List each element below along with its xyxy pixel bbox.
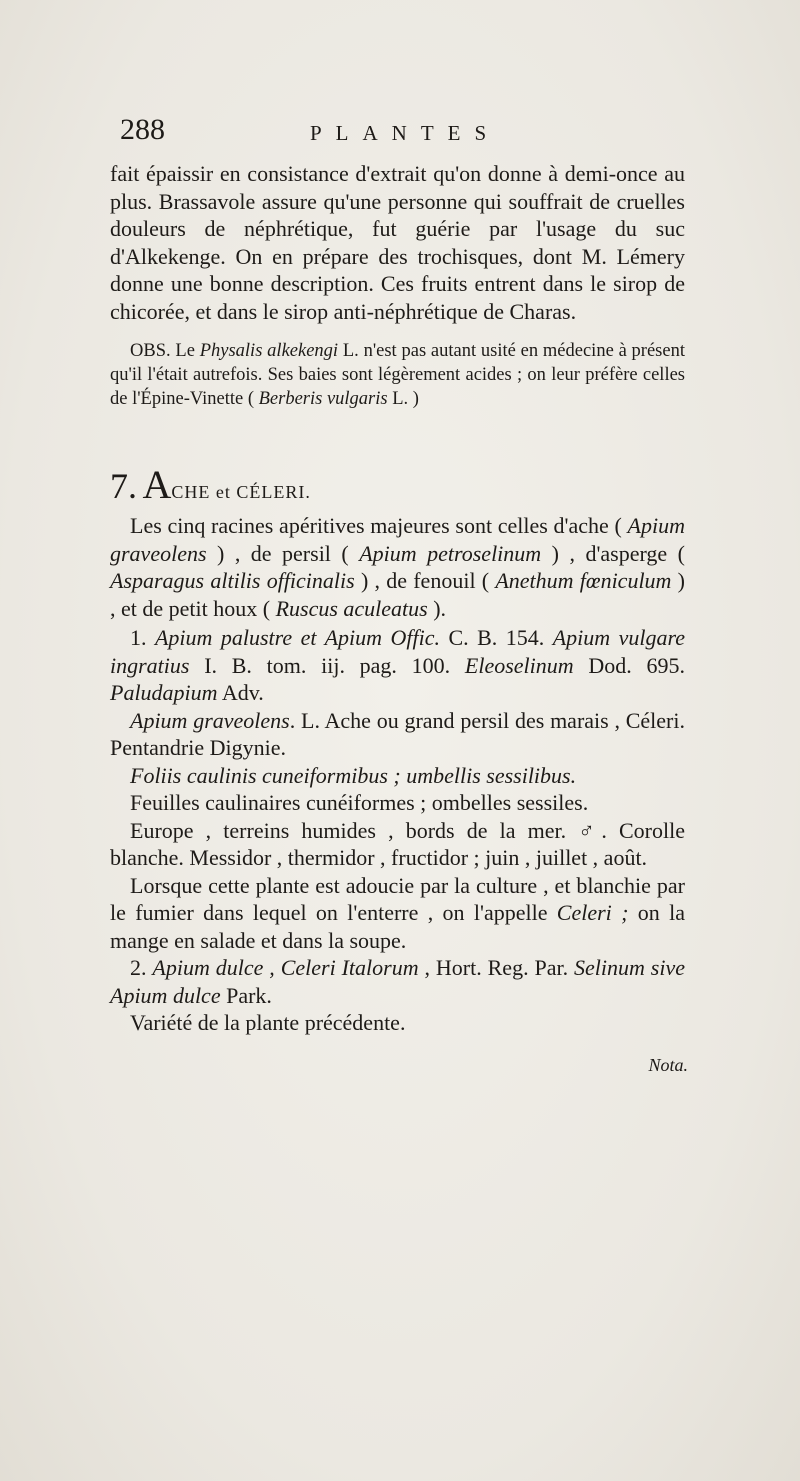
obs-berberis: Berberis vulgaris [258,389,388,409]
synonym-ref: Adv. [217,680,264,705]
synonym-ref: Dod. 695. [573,652,686,678]
page-number: 288 [120,113,165,146]
diagnosis-latin [110,762,685,790]
running-head: PLANTES [310,121,501,145]
synonym-latin: Apium vulgare ingratius [110,625,685,678]
synonym-latin: Eleoselinum [464,652,574,678]
roots-text-2: ) , de persil ( [206,540,360,566]
roots-text-1: Les cinq racines apéritives majeures sont celles d'ache ( [130,513,628,538]
linnaean-name [110,707,685,762]
culture-text-1: Lorsque cette plante est adoucie par la culture , et blanchie par le fumier dans lequel on l'enterre , on l'appelle [110,872,685,925]
roots-latin-4: Anethum fœniculum [495,568,672,593]
culture-text-2: on la mange en salade et dans la soupe. [110,900,685,953]
roots-text-6: ). [427,595,447,621]
synonym-latin: Apium dulce , Celeri Italorum [152,955,419,980]
obs-species: Physalis alkekengi [199,341,339,361]
synonym-latin: Apium palustre et Apium Offic. [154,625,440,650]
roots-latin-5: Ruscus aculeatus [275,595,428,621]
culture-latin: Celeri ; [556,900,629,925]
synonym-latin: Selinum sive Apium dulce [110,955,685,1008]
diagnosis-french: Feuilles caulinaires cunéiformes ; ombelles sessiles. [130,790,589,815]
synonym-ref: I. B. tom. iij. pag. 100. [189,652,451,678]
roots-text-5: ) , et de petit houx ( [110,568,686,621]
synonym-latin: Paludapium [110,680,218,705]
obs-text-2: L. ) [387,389,419,409]
habitat-paragraph: Europe , terreins humides , bords de la mer. ♂. Corolle blanche. Messidor , thermidor , fructidor ; juin , juillet , août. [110,817,685,870]
roots-latin-1: Apium graveolens [110,513,685,566]
culture-paragraph [110,872,685,955]
obs-text-1: L. n'est pas autant usité en médecine à présent qu'il l'était autrefois. Ses baies sont légèrement acides ; on leur préfère celles de l'Épine-Vinette ( [110,341,685,409]
page-body [110,160,685,1037]
roots-latin-2: Apium petroselinum [359,540,542,566]
section-title: CHE et CÉLERI. [171,482,311,502]
diagnosis-latin-text: Foliis caulinis cuneiformibus ; umbellis sessilibus. [130,762,577,788]
section-dropcap: A [142,462,172,507]
roots-text-3: ) , d'asperge ( [541,540,686,566]
roots-latin-3: Asparagus altilis officinalis [110,568,355,593]
catchword: Nota. [648,1055,688,1075]
entry-number: 1. [130,625,155,650]
synonym-ref: Park. [220,982,272,1008]
paragraph-alkekenge: fait épaissir en consistance d'extrait qu'on donne à demi-once au plus. Brassavole assure qu'une personne qui souffrait de cruelles douleurs de néphrétique, fut guérie par l'usage du suc d'Alkekenge. On en prépare des trochisques, dont M. Lémery donne une bonne description. Ces fruits entrent dans le sirop de chicorée, et dans le sirop anti-néphrétique de Charas. [110,161,685,324]
linnaean-binomial: Apium graveolens [130,707,290,733]
variety-note: Variété de la plante précédente. [130,1010,406,1035]
synonym-ref: C. B. 154. [439,625,545,650]
observation-note [110,339,685,411]
page-header [120,112,720,152]
section-number: 7. [110,466,137,506]
entry-number: 2. [130,955,153,980]
synonym-ref: , Hort. Reg. Par. [418,955,569,980]
paragraph-five-roots [110,512,685,622]
section-heading [110,462,685,512]
linnaean-description: . L. Ache ou grand persil des marais , Céleri. Pentandrie Digynie. [110,707,685,760]
synonyms-entry-1 [110,624,685,707]
obs-lead: OBS. Le [130,341,200,361]
roots-text-4: ) , de fenouil ( [354,568,496,593]
synonyms-entry-2 [110,954,685,1009]
